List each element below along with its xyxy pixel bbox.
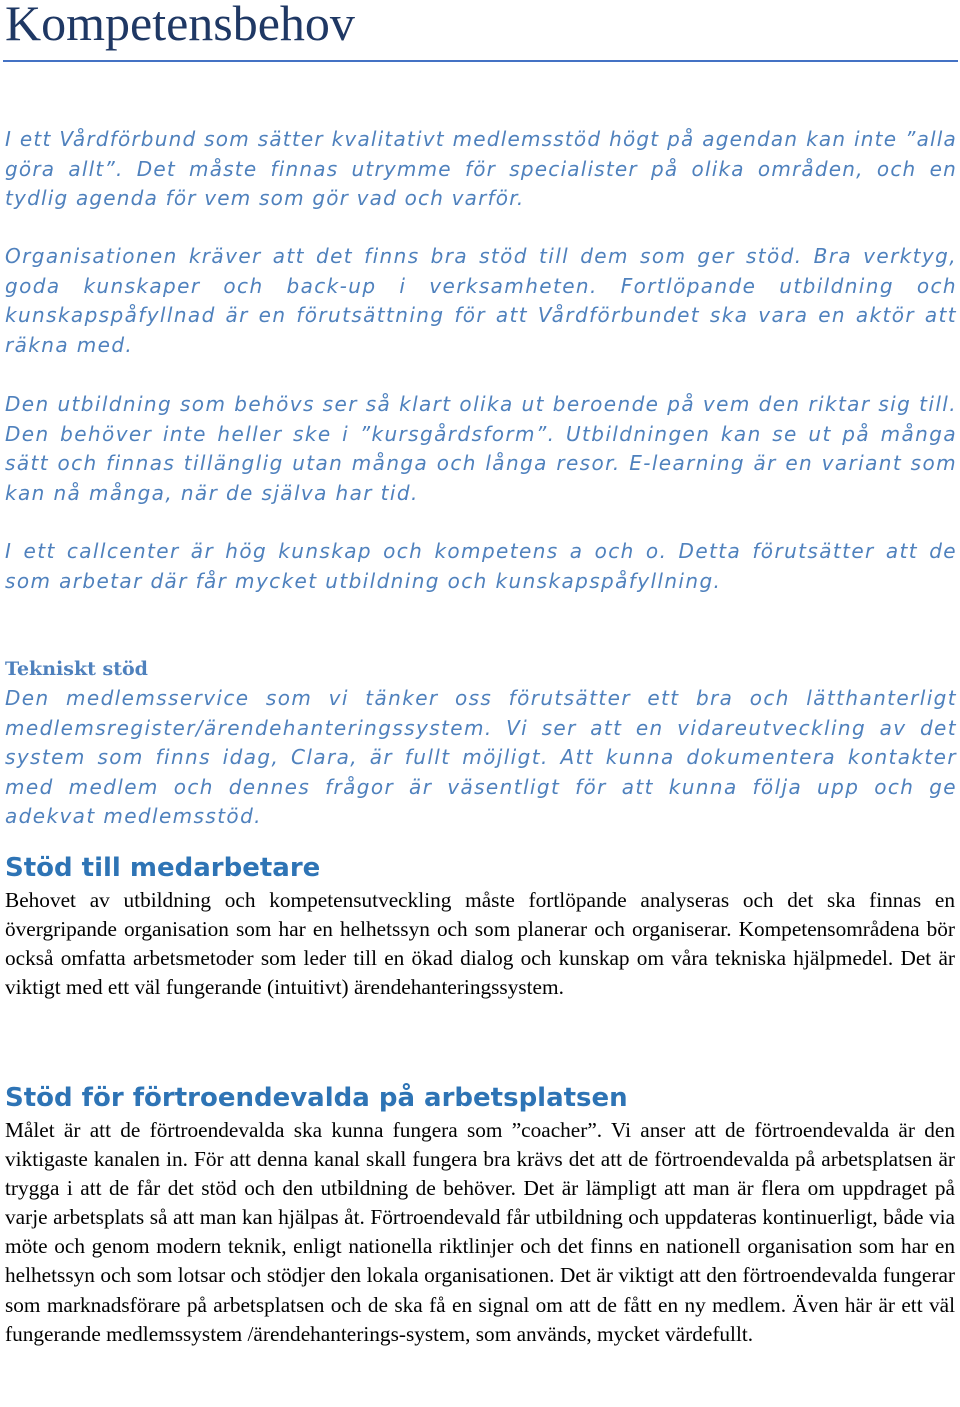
page-title: Kompetensbehov: [5, 0, 355, 51]
quote-paragraph: I ett callcenter är hög kunskap och kompetens a och o. Detta förutsätter att de som arbetar där får mycket utbildning och kunskapspåfyllning.: [5, 539, 957, 593]
tekniskt-stod-block: [5, 655, 957, 832]
title-underline: [3, 60, 958, 62]
section-heading-medarbetare: Stöd till medarbetare: [5, 853, 321, 883]
quote-paragraph: Organisationen kräver att det finns bra stöd till dem som ger stöd. Bra verktyg, goda kunskaper och back-up i verksamheten. Fortlöpande utbildning och kunskapspåfyllnad är en förutsättning för att Vårdförbundet ska vara en aktör att räkna med.: [5, 244, 957, 357]
quote-paragraph: I ett Vårdförbund som sätter kvalitativt medlemsstöd högt på agendan kan inte ”alla göra allt”. Det måste finnas utrymme för specialister på olika områden, och en tydlig agenda för vem som gör vad och varför.: [5, 127, 957, 211]
section-text-medarbetare: Behovet av utbildning och kompetensutveckling måste fortlöpande analyseras och det ska finnas en övergripande organisation som har en helhetssyn och som planerar och organiserar. Kompetensområdena bör också omfatta arbetsmetoder som leder till en ökad dialog och kunskap om våra tekniska hjälpmedel. Det är viktigt med ett väl fungerande (intuitivt) ärendehanteringssystem.: [5, 888, 955, 1000]
section-text-fortroendevalda: Målet är att de förtroendevalda ska kunna fungera som ”coacher”. Vi anser att de förtroendevalda är den viktigaste kanalen in. För att denna kanal skall fungera bra krävs det att de förtroendevalda på arbetsplatsen är trygga i att de får det stöd och den utbildning de behöver. Det är lämpligt att man är flera om uppdraget på varje arbetsplats så att man kan hjälpas åt. Förtroendevald får utbildning och uppdateras kontinuerligt, både via möte och genom modern teknik, enligt nationella riktlinjer och det finns en nationell organisation som har en helhetssyn och som lotsar och stödjer den lokala organisationen. Det är viktigt att den förtroendevalda fungerar som marknadsförare på arbetsplatsen och de ska få en signal om att de fått en ny medlem. Även här är ett väl fungerande medlemssystem /ärendehanterings-system, som används, mycket värdefullt.: [5, 1118, 955, 1346]
tekniskt-stod-text: Den medlemsservice som vi tänker oss förutsätter ett bra och lätthanterligt medlemsregister/ärendehanteringssystem. Vi ser att en vidareutveckling av det system som finns idag, Clara, är fullt möjligt. Att kunna dokumentera kontakter med medlem och dennes frågor är väsentligt för att kunna följa upp och ge adekvat medlemsstöd.: [5, 686, 957, 829]
quote-paragraph: Den utbildning som behövs ser så klart olika ut beroende på vem den riktar sig till. Den behöver inte heller ske i ”kursgårdsform”. Utbildningen kan se ut på många sätt och finnas tillänglig utan många och långa resor. E-learning är en variant som kan nå många, när de själva har tid.: [5, 392, 957, 505]
section-heading-fortroendevalda: Stöd för förtroendevalda på arbetsplatsen: [5, 1083, 628, 1113]
tekniskt-stod-heading: Tekniskt stöd: [5, 658, 148, 680]
